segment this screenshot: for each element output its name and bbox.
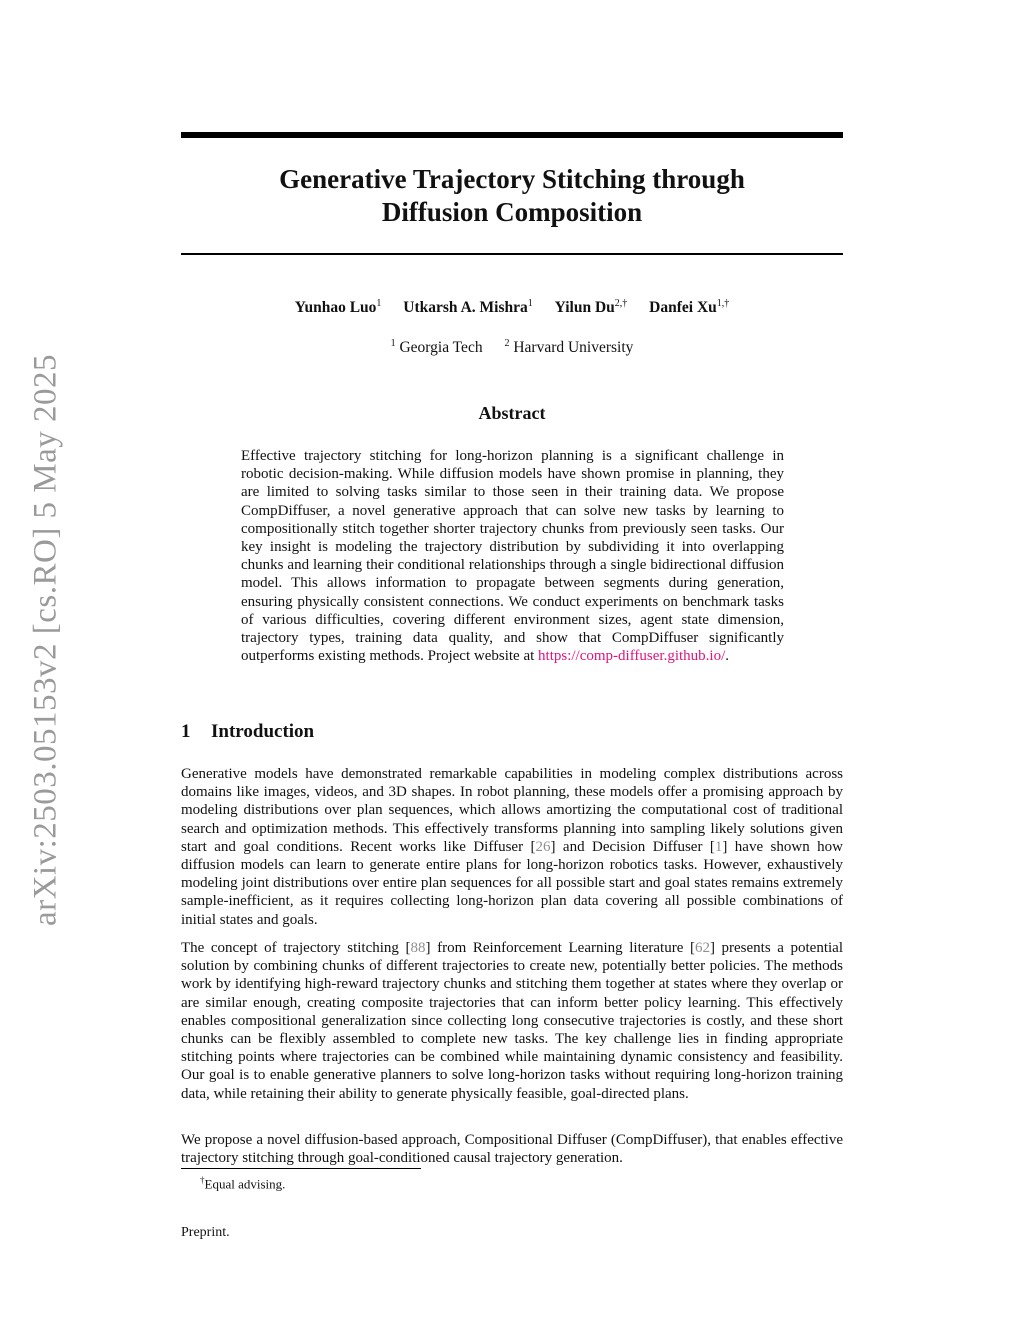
affiliation-mark: 1 xyxy=(390,338,396,349)
abstract-end: . xyxy=(725,648,729,665)
title-bottom-rule xyxy=(181,253,843,255)
abstract-text: Effective trajectory stitching for long-horizon planning is a significant challenge in robotic decision-making. While diffusion models have shown promise in planning, they are limited to solving tasks similar to those seen in their training data. We propose CompDiffuser, a novel generative approach that can solve new tasks by learning to compositionally stitch together shorter trajectory chunks from previously seen tasks. Our key insight is modeling the trajectory distribution by subdividing it into overlapping chunks and learning their conditional relationships through a single bidirectional diffusion model. This allows information to propagate between segments during generation, ensuring physically consistent connections. We conduct experiments on benchmark tasks of various difficulties, covering different environment sizes, agent state dimension, trajectory types, training data quality, and show that CompDiffuser significantly outperforms existing methods. Project website at xyxy=(241,448,784,665)
abstract-body xyxy=(241,447,784,665)
title-line-1: Generative Trajectory Stitching through xyxy=(279,164,745,194)
citation-link[interactable]: 62 xyxy=(694,940,710,956)
section-heading-introduction xyxy=(181,721,314,743)
paragraph-text: ] from Reinforcement Learning literature [ xyxy=(425,940,695,956)
intro-paragraph-2 xyxy=(181,939,843,1103)
author-name: Danfei Xu xyxy=(649,299,717,317)
author-affiliation-mark: 1 xyxy=(376,298,382,309)
author xyxy=(295,298,382,317)
author xyxy=(555,298,628,317)
affiliation xyxy=(391,338,483,357)
author xyxy=(649,298,729,317)
author-name: Yilun Du xyxy=(554,299,615,317)
author-list xyxy=(181,298,843,317)
author-affiliation-mark: 2,† xyxy=(614,298,628,309)
footnote-text: Equal advising. xyxy=(204,1176,286,1192)
citation-link[interactable]: 1 xyxy=(714,838,723,855)
footnote-mark: † xyxy=(200,1175,205,1185)
affiliation-list xyxy=(181,338,843,357)
paper-title xyxy=(181,163,843,229)
paragraph-text: ] presents a potential solution by combining chunks of different trajectories to create new, potentially better policies. The methods work by identifying high-reward trajectory chunks and stitching them together at states where they overlap or are similar enough, creating composite trajectories that can inform better policy learning. This effectively enables compositional generalization since collecting long consecutive trajectories is costly, and these short chunks can be flexibly assembled to complete new tasks. The key challenge lies in finding appropriate stitching points where trajectories can be combined while maintaining dynamic consistency and feasibility. Our goal is to enable generative planners to solve long-horizon tasks without requiring long-horizon training data, while retaining their ability to generate physically feasible, goal-directed plans. xyxy=(181,940,843,1102)
project-website-link[interactable]: https://comp-diffuser.github.io/ xyxy=(538,648,726,665)
preprint-label: Preprint. xyxy=(181,1225,230,1240)
citation-link[interactable]: 26 xyxy=(535,838,551,855)
author-name: Yunhao Luo xyxy=(294,299,377,317)
section-title: Introduction xyxy=(211,721,315,742)
author-affiliation-mark: 1,† xyxy=(716,298,730,309)
author-name: Utkarsh A. Mishra xyxy=(403,299,528,317)
citation-link[interactable]: 88 xyxy=(410,940,426,956)
arxiv-identifier-stamp: arXiv:2503.05153v2 [cs.RO] 5 May 2025 xyxy=(27,353,64,927)
author xyxy=(403,298,532,317)
title-top-rule xyxy=(181,132,843,138)
intro-paragraph-1 xyxy=(181,765,843,929)
paragraph-text: The concept of trajectory stitching [ xyxy=(181,940,411,956)
affiliation-name: Harvard University xyxy=(513,339,634,357)
footnote-rule xyxy=(181,1168,421,1169)
section-number: 1 xyxy=(181,721,191,742)
intro-paragraph-3: We propose a novel diffusion-based approach, Compositional Diffuser (CompDiffuser), that enables effective trajectory stitching through goal-conditioned causal trajectory generation. xyxy=(181,1132,843,1167)
paragraph-text: ] have shown how diffusion models can learn to generate entire plans for long-horizon robotics tasks. However, exhaustively modeling joint distributions over entire plan sequences for all possible start and goal states remains extremely sample-inefficient, as it requires collecting long-horizon plan data covering all possible combinations of initial states and goals. xyxy=(181,838,843,928)
abstract-heading: Abstract xyxy=(478,403,546,423)
affiliation xyxy=(504,338,633,357)
author-affiliation-mark: 1 xyxy=(527,298,533,309)
affiliation-name: Georgia Tech xyxy=(399,339,483,357)
title-line-2: Diffusion Composition xyxy=(381,197,643,227)
affiliation-mark: 2 xyxy=(504,338,510,349)
paragraph-text: Generative models have demonstrated remarkable capabilities in modeling complex distributions across domains like images, videos, and 3D shapes. In robot planning, these models offer a promising approach by modeling distributions over plan sequences, which allows amortizing the computational cost of traditional search and optimization methods. This effectively transforms planning into sampling likely solutions given start and goal conditions. Recent works like Diffuser [ xyxy=(181,766,843,855)
footnote xyxy=(200,1175,285,1192)
paragraph-text: ] and Decision Diffuser [ xyxy=(550,838,715,855)
